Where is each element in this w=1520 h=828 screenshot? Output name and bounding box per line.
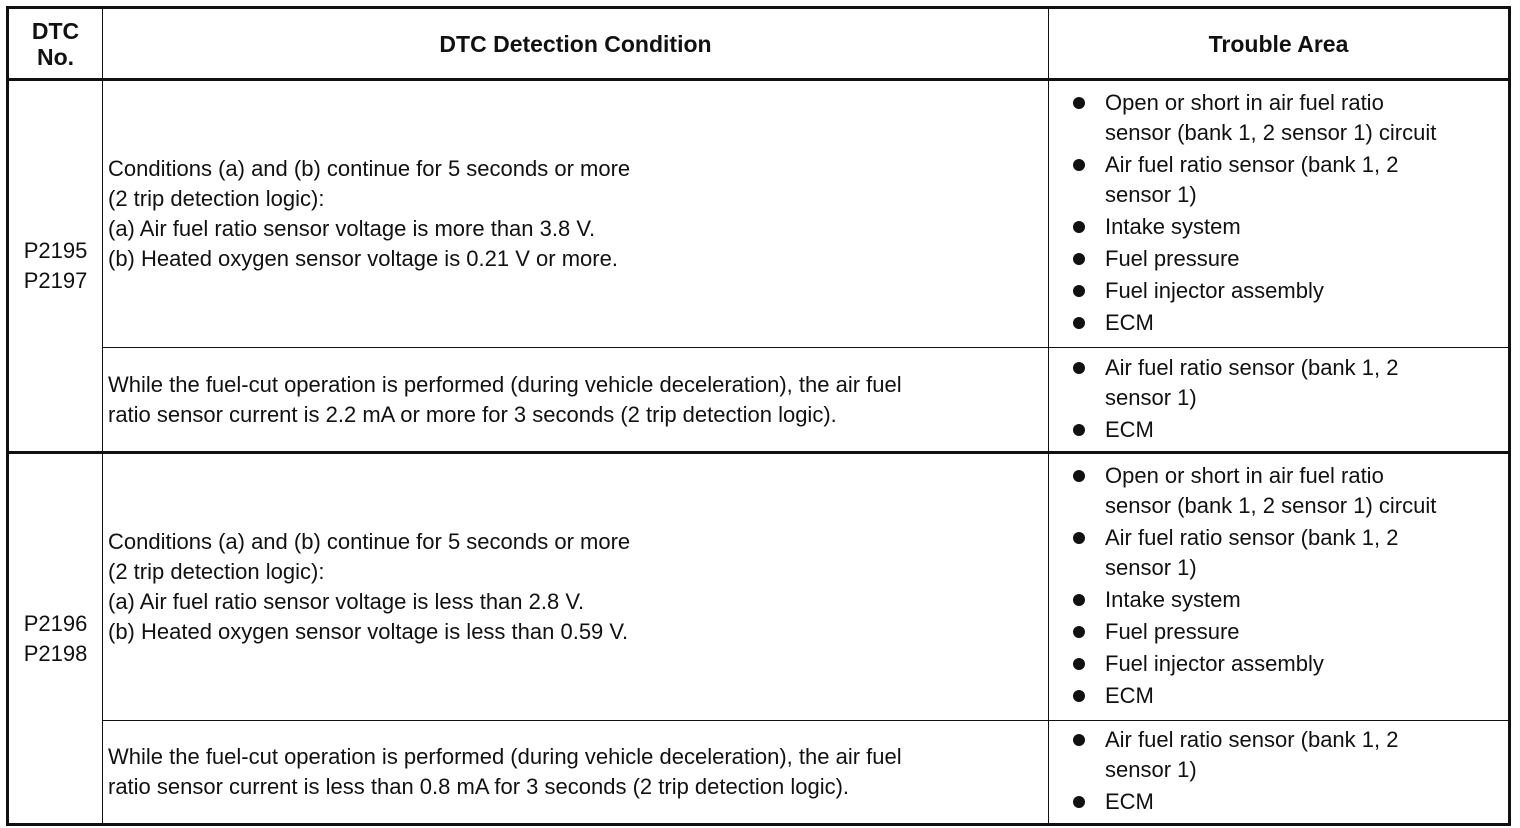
header-dtc-no-line2: No. [36, 43, 75, 70]
area-text: Fuel pressure [1105, 246, 1240, 271]
bullet-icon [1073, 532, 1085, 544]
area-text: Air fuel ratio sensor (bank 1, 2 [1105, 727, 1399, 752]
area-text: sensor (bank 1, 2 sensor 1) circuit [1105, 493, 1437, 518]
bullet-icon [1073, 658, 1085, 670]
bullet-icon [1073, 285, 1085, 297]
area-text: ECM [1105, 683, 1154, 708]
area-text: Open or short in air fuel ratio [1105, 90, 1384, 115]
table-header-row [8, 8, 1510, 80]
condition-cell [103, 348, 1049, 453]
list-item [1049, 415, 1504, 445]
list-item [1049, 681, 1504, 711]
area-text: sensor (bank 1, 2 sensor 1) circuit [1105, 120, 1437, 145]
trouble-area-cell [1049, 80, 1510, 348]
bullet-icon [1073, 470, 1085, 482]
bullet-icon [1073, 317, 1085, 329]
list-item [1049, 276, 1504, 306]
bullet-icon [1073, 424, 1085, 436]
list-item [1049, 150, 1504, 210]
area-text: sensor 1) [1105, 555, 1197, 580]
condition-line: (b) Heated oxygen sensor voltage is 0.21 V or more. [108, 246, 618, 271]
area-text: sensor 1) [1105, 757, 1197, 782]
bullet-icon [1073, 362, 1085, 374]
dtc-table [6, 6, 1511, 826]
area-text: Intake system [1105, 587, 1241, 612]
table-row [8, 348, 1510, 453]
trouble-area-list [1049, 725, 1504, 817]
dtc-table-container [6, 6, 1508, 822]
list-item [1049, 212, 1504, 242]
header-dtc-no [8, 8, 103, 80]
area-text: ECM [1105, 310, 1154, 335]
area-text: ECM [1105, 416, 1154, 442]
dtc-code: P2198 [23, 640, 88, 666]
area-text: ECM [1105, 789, 1154, 814]
list-item [1049, 244, 1504, 274]
area-text: Air fuel ratio sensor (bank 1, 2 [1105, 525, 1399, 550]
area-text: Fuel injector assembly [1105, 651, 1324, 676]
area-text: Fuel pressure [1105, 619, 1240, 644]
bullet-icon [1073, 796, 1085, 808]
bullet-icon [1073, 159, 1085, 171]
area-text: sensor 1) [1105, 384, 1197, 410]
list-item [1049, 649, 1504, 679]
condition-line: ratio sensor current is less than 0.8 mA for 3 seconds (2 trip detection logic). [108, 774, 850, 799]
dtc-code-cell [8, 80, 103, 453]
list-item [1049, 461, 1504, 521]
list-item [1049, 787, 1504, 817]
list-item [1049, 353, 1504, 413]
dtc-code: P2195 [23, 238, 88, 263]
area-text: Air fuel ratio sensor (bank 1, 2 [1105, 152, 1399, 177]
table-row [8, 453, 1510, 721]
list-item [1049, 725, 1504, 785]
list-item [1049, 585, 1504, 615]
dtc-code-cell [8, 453, 103, 825]
area-text: Open or short in air fuel ratio [1105, 463, 1384, 488]
area-text: sensor 1) [1105, 182, 1197, 207]
condition-line: While the fuel-cut operation is performed (during vehicle deceleration), the air fuel [108, 744, 902, 769]
condition-line: (b) Heated oxygen sensor voltage is less than 0.59 V. [108, 619, 629, 644]
condition-cell [103, 721, 1049, 825]
condition-cell [103, 80, 1049, 348]
list-item [1049, 617, 1504, 647]
trouble-area-cell [1049, 721, 1510, 825]
condition-line: While the fuel-cut operation is performed (during vehicle deceleration), the air fuel [108, 371, 902, 397]
dtc-code: P2196 [23, 610, 88, 636]
bullet-icon [1073, 97, 1085, 109]
bullet-icon [1073, 734, 1085, 746]
header-trouble-area: Trouble Area [1049, 8, 1510, 80]
bullet-icon [1073, 626, 1085, 638]
area-text: Intake system [1105, 214, 1241, 239]
bullet-icon [1073, 594, 1085, 606]
area-text: Air fuel ratio sensor (bank 1, 2 [1105, 354, 1399, 380]
bullet-icon [1073, 221, 1085, 233]
condition-line: (2 trip detection logic): [108, 559, 325, 584]
dtc-code: P2197 [23, 268, 88, 293]
table-row [8, 721, 1510, 825]
trouble-area-list [1049, 88, 1504, 338]
condition-line: (a) Air fuel ratio sensor voltage is more than 3.8 V. [108, 216, 596, 241]
header-dtc-no-line1: DTC [31, 17, 80, 44]
header-condition: DTC Detection Condition [103, 8, 1049, 80]
condition-cell [103, 453, 1049, 721]
trouble-area-list [1049, 353, 1504, 445]
bullet-icon [1073, 253, 1085, 265]
trouble-area-list [1049, 461, 1504, 711]
condition-line: (a) Air fuel ratio sensor voltage is less than 2.8 V. [108, 589, 585, 614]
condition-line: (2 trip detection logic): [108, 186, 325, 211]
trouble-area-cell [1049, 348, 1510, 453]
trouble-area-cell [1049, 453, 1510, 721]
list-item [1049, 523, 1504, 583]
area-text: Fuel injector assembly [1105, 278, 1324, 303]
condition-line: ratio sensor current is 2.2 mA or more for 3 seconds (2 trip detection logic). [108, 401, 837, 427]
table-row [8, 80, 1510, 348]
bullet-icon [1073, 690, 1085, 702]
condition-line: Conditions (a) and (b) continue for 5 seconds or more [108, 156, 631, 181]
condition-line: Conditions (a) and (b) continue for 5 seconds or more [108, 529, 631, 554]
list-item [1049, 308, 1504, 338]
list-item [1049, 88, 1504, 148]
